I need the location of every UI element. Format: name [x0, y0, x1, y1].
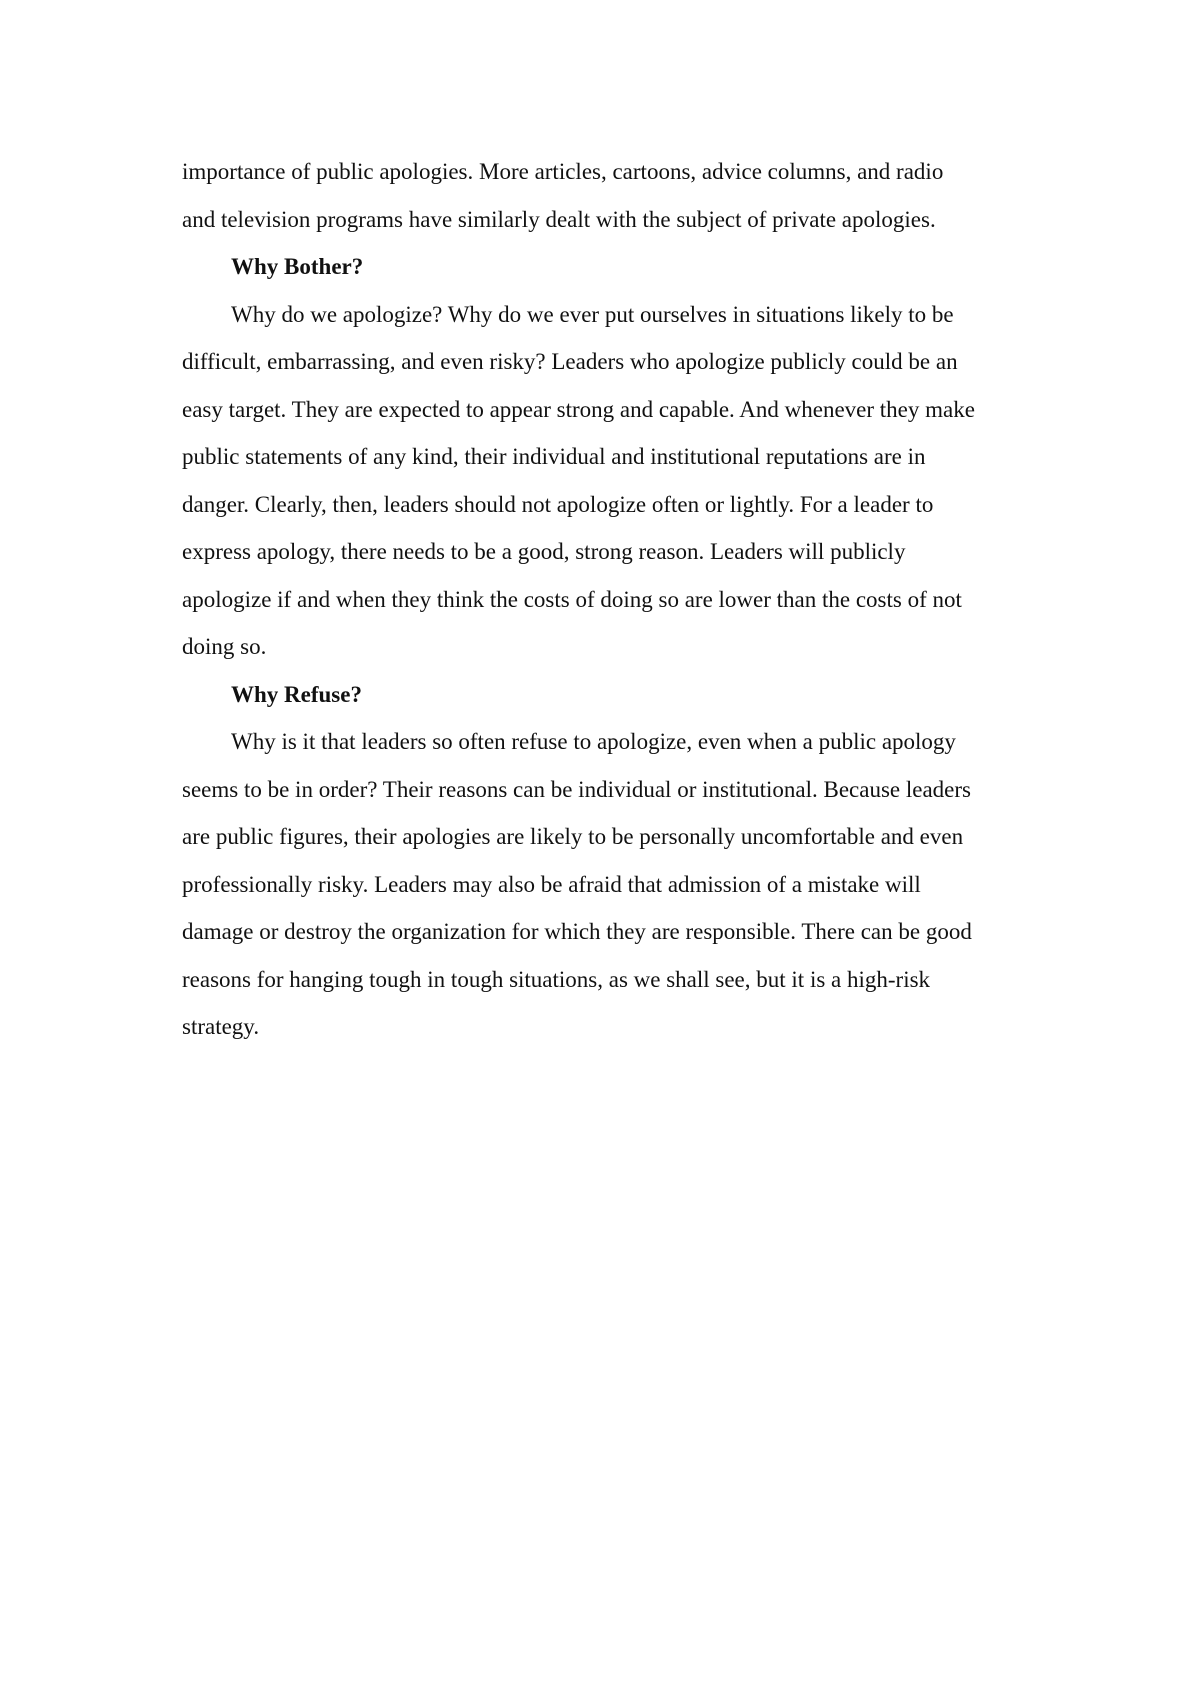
text-line: doing so.: [182, 634, 267, 659]
text-line: express apology, there needs to be a good, strong reason. Leaders will publicly: [182, 539, 906, 564]
document-body: [182, 148, 1032, 1051]
text-line: strategy.: [182, 1014, 260, 1039]
why-bother-paragraph: [182, 291, 1032, 671]
text-line: Why is it that leaders so often refuse to apologize, even when a public apology: [231, 729, 956, 754]
why-refuse-paragraph: [182, 718, 1032, 1051]
text-line: importance of public apologies. More articles, cartoons, advice columns, and radio: [182, 159, 944, 184]
section-heading-why-refuse: Why Refuse?: [231, 681, 362, 707]
text-line: danger. Clearly, then, leaders should not apologize often or lightly. For a leader to: [182, 491, 934, 517]
intro-paragraph: [182, 148, 1032, 243]
text-line: easy target. They are expected to appear strong and capable. And whenever they make: [182, 396, 975, 422]
text-line: and television programs have similarly dealt with the subject of private apologies.: [182, 206, 936, 232]
text-line: Why do we apologize? Why do we ever put ourselves in situations likely to be: [231, 301, 954, 327]
text-line: damage or destroy the organization for which they are responsible. There can be good: [182, 919, 972, 944]
text-line: are public figures, their apologies are likely to be personally uncomfortable and even: [182, 824, 964, 849]
text-line: apologize if and when they think the costs of doing so are lower than the costs of not: [182, 586, 962, 612]
text-line: professionally risky. Leaders may also be afraid that admission of a mistake will: [182, 871, 921, 897]
section-heading-why-bother: Why Bother?: [231, 254, 364, 279]
text-line: difficult, embarrassing, and even risky? Leaders who apologize publicly could be an: [182, 349, 958, 374]
text-line: public statements of any kind, their individual and institutional reputations are in: [182, 444, 926, 469]
text-line: seems to be in order? Their reasons can be individual or institutional. Because leaders: [182, 776, 971, 802]
text-line: reasons for hanging tough in tough situations, as we shall see, but it is a high-risk: [182, 966, 931, 992]
